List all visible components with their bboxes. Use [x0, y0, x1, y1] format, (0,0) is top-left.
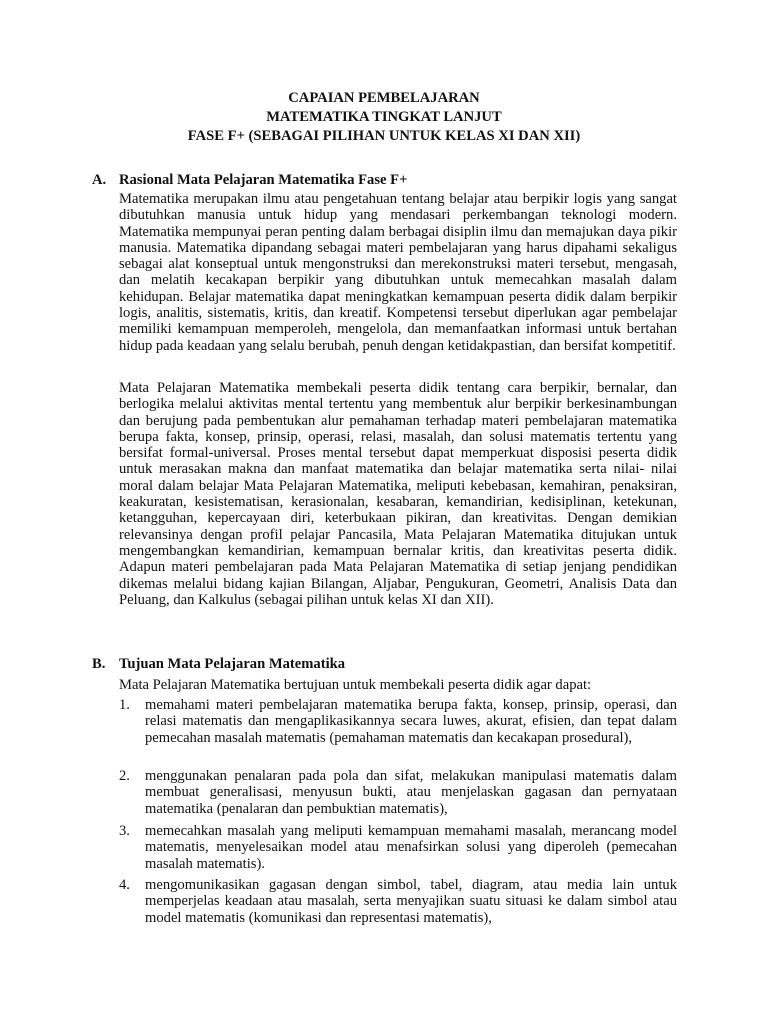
list-item-text: memahami materi pembelajaran matematika berupa fakta, konsep, prinsip, operasi, dan relasi matematis dan mengaplikasikannya secara luwes, akurat, efisien, dan tepat dalam pemecahan masalah matematis (pemahaman matematis dan kecakapan prosedural),	[145, 697, 677, 746]
list-item-number: 2.	[119, 768, 130, 784]
list-item-text: menggunakan penalaran pada pola dan sifat, melakukan manipulasi matematis dalam membuat generalisasi, menyusun bukti, atau menjelaskan gagasan dan pernyataan matematika (penalaran dan pembuktian matematis),	[145, 768, 677, 817]
section-b-title: Tujuan Mata Pelajaran Matematika	[119, 656, 346, 672]
section-a-title: Rasional Mata Pelajaran Matematika Fase F+	[119, 172, 408, 188]
list-item-text: memecahkan masalah yang meliputi kemampuan memahami masalah, merancang model matematis, menyelesaikan model atau menafsirkan solusi yang diperoleh (pemecahan masalah matematis).	[145, 823, 677, 872]
section-a-letter: A.	[92, 172, 107, 188]
section-b-heading	[92, 656, 692, 673]
section-a-paragraph-2: Mata Pelajaran Matematika membekali peserta didik tentang cara berpikir, bernalar, dan berlogika melalui aktivitas mental tertentu yang membentuk alur berpikir berkesinambungan dan berujung pada pembentukan alur pemahaman terhadap materi pembelajaran matematika berupa fakta, konsep, prinsip, operasi, relasi, masalah, dan solusi matematis tertentu yang bersifat formal-universal. Proses mental tersebut dapat memperkuat disposisi peserta didik untuk merasakan makna dan manfaat matematika dan belajar matematika serta nilai- nilai moral dalam belajar Mata Pelajaran Matematika, meliputi kebebasan, kemahiran, penaksiran, keakuratan, kesistematisan, kerasionalan, kesabaran, kemandirian, kedisiplinan, ketekunan, ketangguhan, kepercayaan diri, keterbukaan pikiran, dan kreativitas. Dengan demikian relevansinya dengan profil pelajar Pancasila, Mata Pelajaran Matematika ditujukan untuk mengembangkan kemandirian, kemampuan bernalar kritis, dan kreativitas peserta didik. Adapun materi pembelajaran pada Mata Pelajaran Matematika di setiap jenjang pendidikan dikemas melalui bidang kajian Bilangan, Aljabar, Pengukuran, Geometri, Analisis Data dan Peluang, dan Kalkulus (sebagai pilihan untuk kelas XI dan XII).	[119, 380, 677, 608]
document-title	[0, 89, 768, 146]
title-line-3: FASE F+ (SEBAGAI PILIHAN UNTUK KELAS XI DAN XII)	[187, 128, 581, 144]
section-b-intro: Mata Pelajaran Matematika bertujuan untuk membekali peserta didik agar dapat:	[119, 677, 592, 693]
title-line-1: CAPAIAN PEMBELAJARAN	[288, 90, 480, 106]
list-item-number: 1.	[119, 697, 130, 713]
section-b-letter: B.	[92, 656, 106, 672]
list-item-number: 3.	[119, 823, 130, 839]
list-item-number: 4.	[119, 877, 130, 893]
list-item-text: mengomunikasikan gagasan dengan simbol, tabel, diagram, atau media lain untuk memperjelas keadaan atau masalah, serta menyajikan suatu situasi ke dalam simbol atau model matematis (komunikasi dan representasi matematis),	[145, 877, 677, 926]
section-a-heading	[92, 172, 692, 189]
section-a-paragraph-1: Matematika merupakan ilmu atau pengetahuan tentang belajar atau berpikir logis yang sangat dibutuhkan manusia untuk hidup yang mendasari perkembangan teknologi modern. Matematika mempunyai peran penting dalam berbagai disiplin ilmu dan memajukan daya pikir manusia. Matematika dipandang sebagai materi pembelajaran yang harus dipahami sekaligus sebagai alat konseptual untuk mengonstruksi dan merekonstruksi materi tersebut, mengasah, dan melatih kecakapan berpikir yang dibutuhkan untuk memecahkan masalah dalam kehidupan. Belajar matematika dapat meningkatkan kemampuan peserta didik dalam berpikir logis, analitis, sistematis, kritis, dan kreatif. Kompetensi tersebut diperlukan agar pembelajar memiliki kemampuan memperoleh, mengelola, dan memanfaatkan informasi untuk bertahan hidup pada keadaan yang selalu berubah, penuh dengan ketidakpastian, dan bersifat kompetitif.	[119, 191, 677, 354]
title-line-2: MATEMATIKA TINGKAT LANJUT	[266, 109, 502, 125]
